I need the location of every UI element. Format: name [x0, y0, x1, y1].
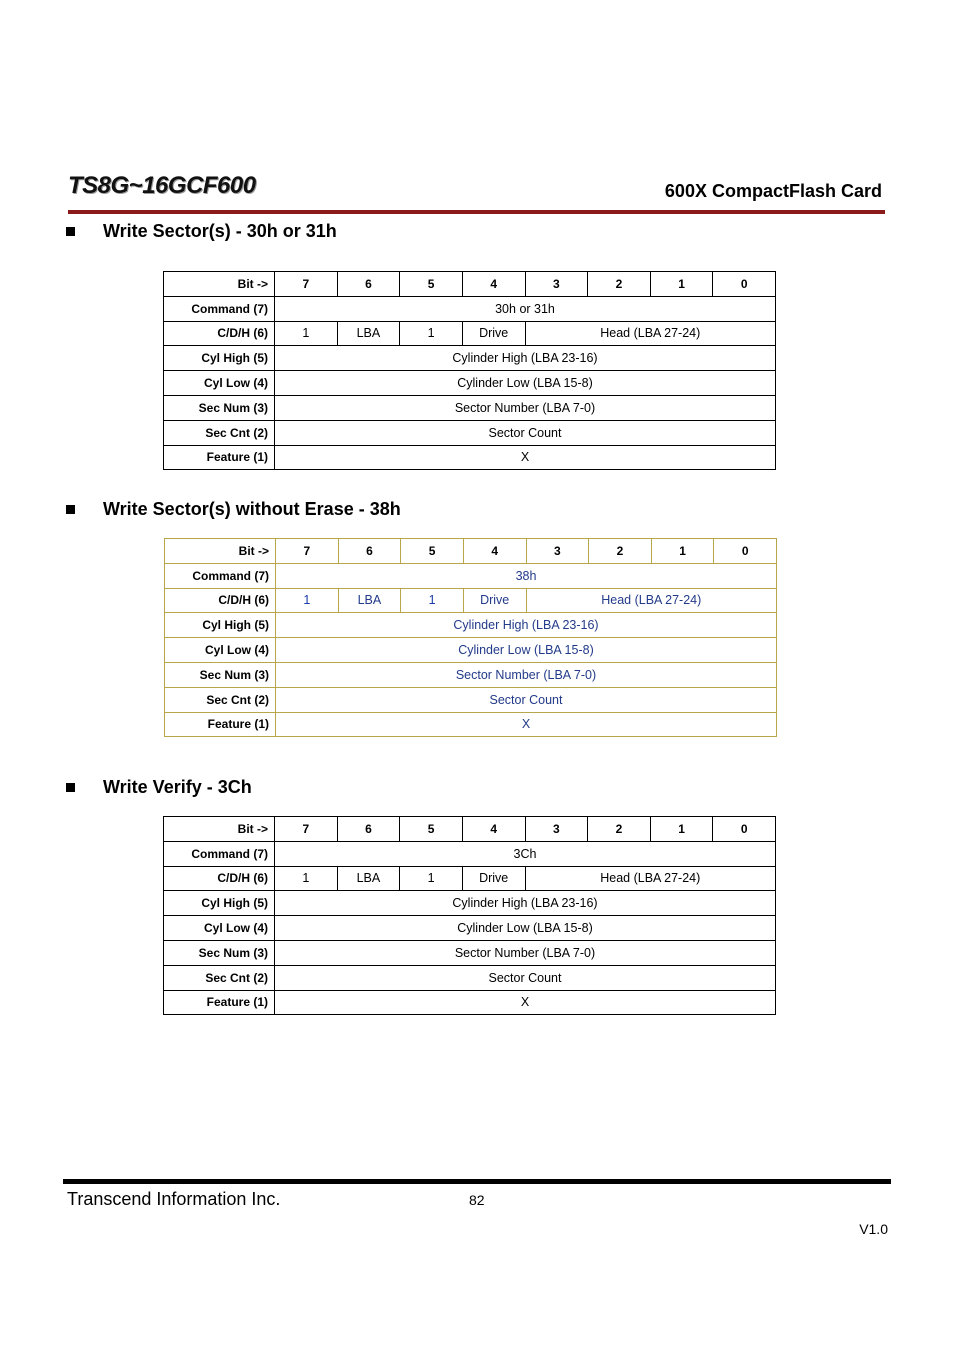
- feature-value: X: [275, 990, 776, 1015]
- row-label-command: Command (7): [164, 296, 275, 321]
- table-row: [164, 866, 776, 891]
- bit-7-header: 7: [275, 272, 338, 297]
- bit-4-header: 4: [462, 817, 525, 842]
- row-label-cyl-high: Cyl High (5): [164, 346, 275, 371]
- table-row: [164, 990, 776, 1015]
- bit-2-header: 2: [589, 539, 652, 564]
- page-number: 82: [469, 1192, 485, 1208]
- table-row: [164, 445, 776, 470]
- row-label-feature: Feature (1): [164, 990, 275, 1015]
- cdh-bit7: 1: [275, 321, 338, 346]
- cdh-head: Head (LBA 27-24): [525, 321, 776, 346]
- row-label-command: Command (7): [164, 841, 275, 866]
- bit-1-header: 1: [650, 272, 713, 297]
- bit-5-header: 5: [400, 817, 463, 842]
- sec-num-value: Sector Number (LBA 7-0): [275, 395, 776, 420]
- row-label-feature: Feature (1): [165, 712, 276, 737]
- cyl-high-value: Cylinder High (LBA 23-16): [276, 613, 777, 638]
- bit-3-header: 3: [525, 817, 588, 842]
- table-row: [164, 940, 776, 965]
- table-row: [165, 539, 777, 564]
- cyl-low-value: Cylinder Low (LBA 15-8): [275, 916, 776, 941]
- bit-4-header: 4: [462, 272, 525, 297]
- row-label-bit: Bit ->: [164, 817, 275, 842]
- cdh-bit7: 1: [275, 866, 338, 891]
- sec-num-value: Sector Number (LBA 7-0): [275, 940, 776, 965]
- cdh-head: Head (LBA 27-24): [526, 588, 777, 613]
- bit-0-header: 0: [714, 539, 777, 564]
- section-heading-write-without-erase: [66, 499, 401, 520]
- register-table-write-verify: [163, 816, 776, 1015]
- row-label-feature: Feature (1): [164, 445, 275, 470]
- row-label-sec-num: Sec Num (3): [164, 940, 275, 965]
- table-row: [165, 712, 777, 737]
- bit-2-header: 2: [588, 272, 651, 297]
- table-row: [164, 296, 776, 321]
- table-row: [165, 613, 777, 638]
- feature-value: X: [276, 712, 777, 737]
- cdh-bit6: LBA: [338, 588, 401, 613]
- cyl-low-value: Cylinder Low (LBA 15-8): [275, 371, 776, 396]
- cdh-bit7: 1: [276, 588, 339, 613]
- row-label-command: Command (7): [165, 563, 276, 588]
- bit-4-header: 4: [463, 539, 526, 564]
- table-row: [164, 346, 776, 371]
- row-label-cyl-high: Cyl High (5): [165, 613, 276, 638]
- sec-num-value: Sector Number (LBA 7-0): [276, 662, 777, 687]
- bit-6-header: 6: [337, 272, 400, 297]
- row-label-sec-num: Sec Num (3): [164, 395, 275, 420]
- section-heading-write-verify: [66, 777, 252, 798]
- bit-5-header: 5: [400, 272, 463, 297]
- bit-6-header: 6: [338, 539, 401, 564]
- cdh-bit5: 1: [400, 866, 463, 891]
- cdh-bit6: LBA: [337, 866, 400, 891]
- row-label-cdh: C/D/H (6): [164, 866, 275, 891]
- command-value: 38h: [276, 563, 777, 588]
- square-bullet-icon: [66, 505, 75, 514]
- row-label-sec-cnt: Sec Cnt (2): [165, 687, 276, 712]
- document-subtitle: 600X CompactFlash Card: [664, 181, 882, 201]
- row-label-cyl-low: Cyl Low (4): [164, 371, 275, 396]
- sec-cnt-value: Sector Count: [275, 420, 776, 445]
- feature-value: X: [275, 445, 776, 470]
- table-row: [164, 420, 776, 445]
- table-row: [165, 687, 777, 712]
- header-divider: [68, 210, 885, 214]
- cdh-bit5: 1: [401, 588, 464, 613]
- bit-3-header: 3: [526, 539, 589, 564]
- cdh-bit6: LBA: [337, 321, 400, 346]
- table-row: [165, 638, 777, 663]
- cdh-bit4: Drive: [462, 866, 525, 891]
- cdh-head: Head (LBA 27-24): [525, 866, 776, 891]
- bit-2-header: 2: [588, 817, 651, 842]
- row-label-sec-num: Sec Num (3): [165, 662, 276, 687]
- table-row: [164, 395, 776, 420]
- section-heading-text: Write Sector(s) - 30h or 31h: [103, 221, 337, 241]
- document-title: TS8G~16GCF600: [68, 172, 256, 199]
- bit-1-header: 1: [651, 539, 714, 564]
- command-value: 3Ch: [275, 841, 776, 866]
- bit-0-header: 0: [713, 272, 776, 297]
- cdh-bit5: 1: [400, 321, 463, 346]
- row-label-bit: Bit ->: [165, 539, 276, 564]
- table-row: [164, 841, 776, 866]
- section-heading-text: Write Sector(s) without Erase - 38h: [103, 499, 401, 519]
- footer-divider: [63, 1179, 891, 1184]
- row-label-cdh: C/D/H (6): [164, 321, 275, 346]
- table-row: [165, 563, 777, 588]
- command-value: 30h or 31h: [275, 296, 776, 321]
- table-row: [164, 891, 776, 916]
- table-row: [164, 817, 776, 842]
- row-label-sec-cnt: Sec Cnt (2): [164, 965, 275, 990]
- row-label-cyl-high: Cyl High (5): [164, 891, 275, 916]
- square-bullet-icon: [66, 783, 75, 792]
- cyl-high-value: Cylinder High (LBA 23-16): [275, 346, 776, 371]
- footer-company: Transcend Information Inc.: [67, 1189, 281, 1209]
- register-table-write-without-erase: [164, 538, 777, 737]
- section-heading-text: Write Verify - 3Ch: [103, 777, 252, 797]
- bit-0-header: 0: [713, 817, 776, 842]
- table-row: [164, 272, 776, 297]
- table-row: [164, 965, 776, 990]
- table-row: [165, 588, 777, 613]
- register-table-write-sectors: [163, 271, 776, 470]
- bit-6-header: 6: [337, 817, 400, 842]
- table-row: [165, 662, 777, 687]
- row-label-cdh: C/D/H (6): [165, 588, 276, 613]
- document-version: V1.0: [859, 1221, 888, 1237]
- square-bullet-icon: [66, 227, 75, 236]
- bit-7-header: 7: [276, 539, 339, 564]
- sec-cnt-value: Sector Count: [275, 965, 776, 990]
- bit-7-header: 7: [275, 817, 338, 842]
- table-row: [164, 916, 776, 941]
- cyl-low-value: Cylinder Low (LBA 15-8): [276, 638, 777, 663]
- row-label-bit: Bit ->: [164, 272, 275, 297]
- section-heading-write-sectors: [66, 221, 337, 242]
- cdh-bit4: Drive: [463, 588, 526, 613]
- table-row: [164, 371, 776, 396]
- bit-3-header: 3: [525, 272, 588, 297]
- table-row: [164, 321, 776, 346]
- bit-5-header: 5: [401, 539, 464, 564]
- cyl-high-value: Cylinder High (LBA 23-16): [275, 891, 776, 916]
- sec-cnt-value: Sector Count: [276, 687, 777, 712]
- cdh-bit4: Drive: [462, 321, 525, 346]
- row-label-sec-cnt: Sec Cnt (2): [164, 420, 275, 445]
- bit-1-header: 1: [650, 817, 713, 842]
- row-label-cyl-low: Cyl Low (4): [165, 638, 276, 663]
- row-label-cyl-low: Cyl Low (4): [164, 916, 275, 941]
